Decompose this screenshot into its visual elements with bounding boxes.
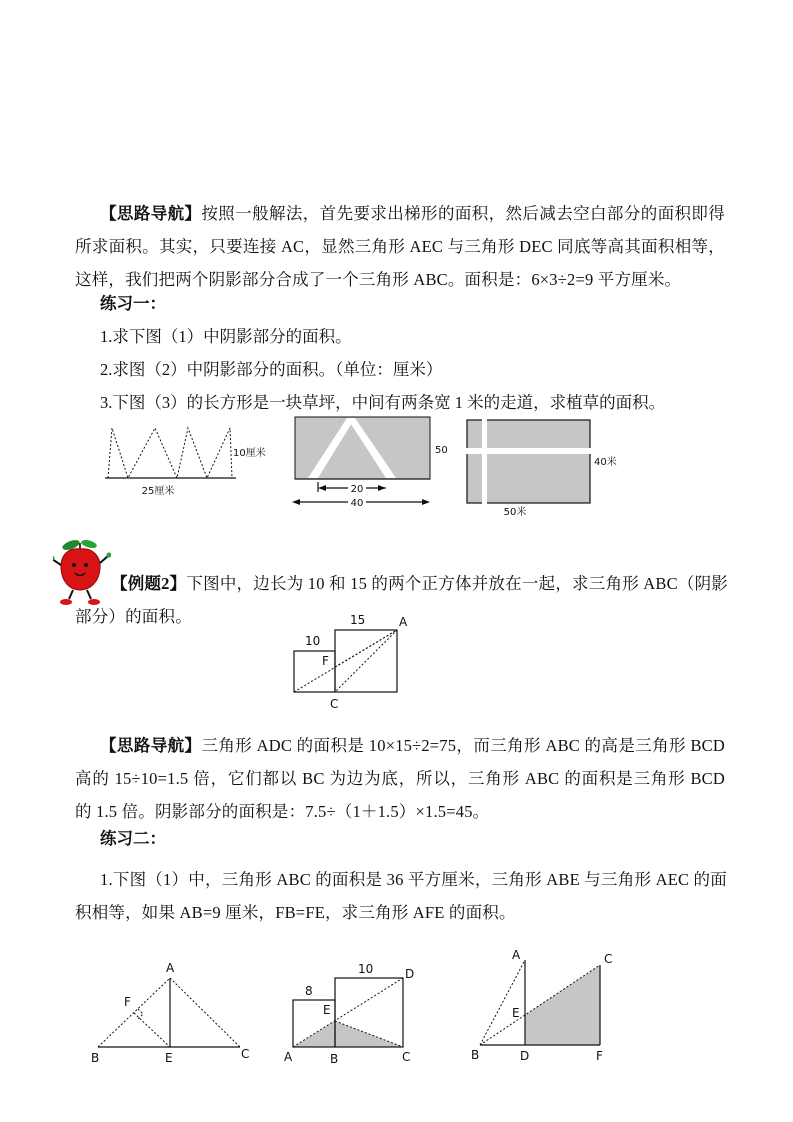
figure-3-bottom-label: 50米: [503, 507, 527, 517]
intro-label: 【思路导航】: [100, 203, 202, 223]
intro-text: 按照一般解法，首先要求出梯形的面积，然后减去空白部分的面积即得所求面积。其实，只要连接 AC，显然三角形 AEC 与三角形 DEC 同底等高其面积相等，这样，我们把两个阴影部分合成了一个三角形 ABC。面积是：6×3÷2=9 平方厘米。: [75, 203, 726, 289]
label-a: A: [284, 1050, 293, 1064]
label-10: 10: [358, 962, 374, 976]
figure-2-side-label: 50: [435, 445, 448, 456]
shaded-region: [525, 965, 600, 1045]
label-c: C: [402, 1050, 411, 1064]
label-8: 8: [305, 984, 313, 998]
horizontal-path: [466, 448, 591, 454]
label-15: 15: [350, 613, 366, 627]
edge-ac: [170, 978, 240, 1047]
label-b: B: [330, 1052, 339, 1066]
figure-3-side-label: 40米: [594, 457, 617, 468]
label-a: A: [512, 948, 521, 962]
right-angle-mark: [138, 1009, 143, 1019]
exercise1-item-3: 3.下图（3）的长方形是一块草坪，中间有两条宽 1 米的走道，求植草的面积。: [100, 393, 666, 412]
label-d: D: [405, 967, 415, 981]
label-c: C: [330, 697, 339, 711]
nav2-paragraph: [75, 729, 725, 828]
nav2-text: 三角形 ADC 的面积是 10×15÷2=75，而三角形 ABC 的高是三角形 BCD 高的 15÷10=1.5 倍，它们都以 BC 为边为底，所以，三角形 ABC 的面积是三角形 BCD 的 1.5 倍。阴影部分的面积是：7.5÷（1＋1.5）×1.5=45。: [75, 735, 725, 821]
exercise2-figure-3: [470, 943, 645, 1073]
label-b: B: [91, 1051, 100, 1065]
figure-2-outer-label: 40: [350, 498, 364, 509]
example2-figure: [285, 612, 465, 717]
figure-3-lawn: [460, 412, 635, 517]
figure-1-base-label: 25厘米: [141, 486, 175, 497]
label-f: F: [124, 995, 131, 1009]
exercise1-item-1: 1.求下图（1）中阴影部分的面积。: [100, 327, 352, 346]
label-10: 10: [305, 634, 321, 648]
label-c: C: [241, 1047, 250, 1061]
label-a: A: [399, 615, 408, 629]
example2-label: 【例题2】: [111, 573, 187, 593]
exercise1-title: 练习一：: [100, 294, 166, 313]
shaded-triangle-afc: [335, 630, 397, 692]
label-e: E: [512, 1006, 520, 1020]
exercise1-item-2: 2.求图（2）中阴影部分的面积。（单位：厘米）: [100, 360, 443, 379]
vertical-path: [482, 419, 487, 504]
nav2-label: 【思路导航】: [100, 735, 202, 755]
example2-text: 下图中，边长为 10 和 15 的两个正方体并放在一起，求三角形 ABC（阴影部分）的面积。: [75, 573, 728, 626]
figure-2-rectangle: [290, 410, 465, 510]
exercise2-title: 练习二：: [100, 829, 166, 848]
intro-paragraph: [75, 197, 725, 296]
figure-2-inner-label: 20: [350, 484, 364, 495]
figure-1-triangles: [100, 412, 290, 507]
edge-ab: [98, 978, 170, 1047]
figure-1-height-label: 10厘米: [233, 448, 266, 459]
label-b: B: [471, 1048, 480, 1062]
exercise2-figure-2: [280, 948, 445, 1068]
shaded-triangle-aec: [293, 1021, 403, 1047]
label-c: C: [604, 952, 613, 966]
ray-ba: [480, 960, 525, 1045]
shaded-sawtooth: [108, 428, 232, 478]
exercise2-figure-1: [85, 948, 285, 1068]
label-f: F: [322, 654, 329, 668]
exercise2-item-1: 1.下图（1）中，三角形 ABC 的面积是 36 平方厘米，三角形 ABE 与三角形 AEC 的面积相等，如果 AB=9 厘米，FB=FE，求三角形 AFE 的面积。: [75, 869, 727, 922]
label-e: E: [323, 1003, 331, 1017]
label-a: A: [166, 961, 175, 975]
label-d: D: [520, 1049, 530, 1063]
label-f: F: [596, 1049, 603, 1063]
label-e: E: [165, 1051, 173, 1065]
